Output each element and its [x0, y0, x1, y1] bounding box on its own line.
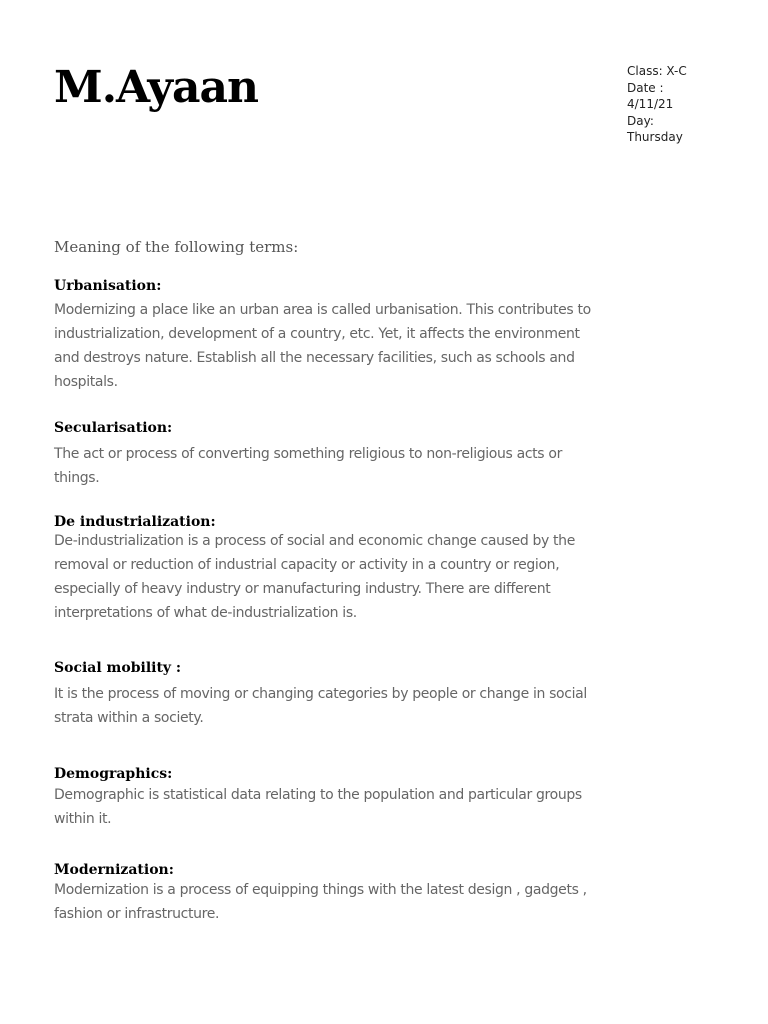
- term-secularisation: [54, 418, 599, 490]
- class-label: Class: X-C: [627, 64, 687, 78]
- term-de-industrialization: [54, 512, 599, 625]
- term-definition: Demographic is statistical data relating to the population and particular groups within it.: [54, 787, 582, 827]
- term-heading: Social mobility :: [54, 660, 182, 676]
- date-value: 4/11/21: [627, 97, 674, 111]
- term-heading: Modernization:: [54, 862, 174, 878]
- term-heading: Urbanisation:: [54, 278, 162, 294]
- section-subtitle: Meaning of the following terms:: [54, 238, 299, 256]
- header-meta: [627, 63, 687, 146]
- term-urbanisation: [54, 276, 599, 394]
- term-definition: The act or process of converting something religious to non-religious acts or things.: [54, 446, 562, 486]
- term-demographics: [54, 764, 599, 831]
- term-modernization: [54, 860, 599, 926]
- day-label: Day:: [627, 113, 654, 128]
- day-value: Thursday: [627, 130, 683, 144]
- term-definition: Modernization is a process of equipping things with the latest design , gadgets , fashion or infrastructure.: [54, 882, 587, 922]
- term-social-mobility: [54, 658, 599, 730]
- author-name-title: M.Ayaan: [54, 62, 258, 113]
- term-definition: De-industrialization is a process of social and economic change caused by the removal or reduction of industrial capacity or activity in a country or region, especially of heavy industry or manufacturing industry. There are different interpretations of what de-industrialization is.: [54, 533, 575, 621]
- term-heading: Secularisation:: [54, 420, 173, 436]
- term-heading: De industrialization:: [54, 514, 216, 530]
- term-definition: It is the process of moving or changing categories by people or change in social strata within a society.: [54, 686, 587, 726]
- term-heading: Demographics:: [54, 766, 173, 782]
- term-definition: Modernizing a place like an urban area is called urbanisation. This contributes to industrialization, development of a country, etc. Yet, it affects the environment and destroys nature. Establish all the necessary facilities, such as schools and hospitals.: [54, 302, 591, 390]
- date-label: Date :: [627, 80, 664, 95]
